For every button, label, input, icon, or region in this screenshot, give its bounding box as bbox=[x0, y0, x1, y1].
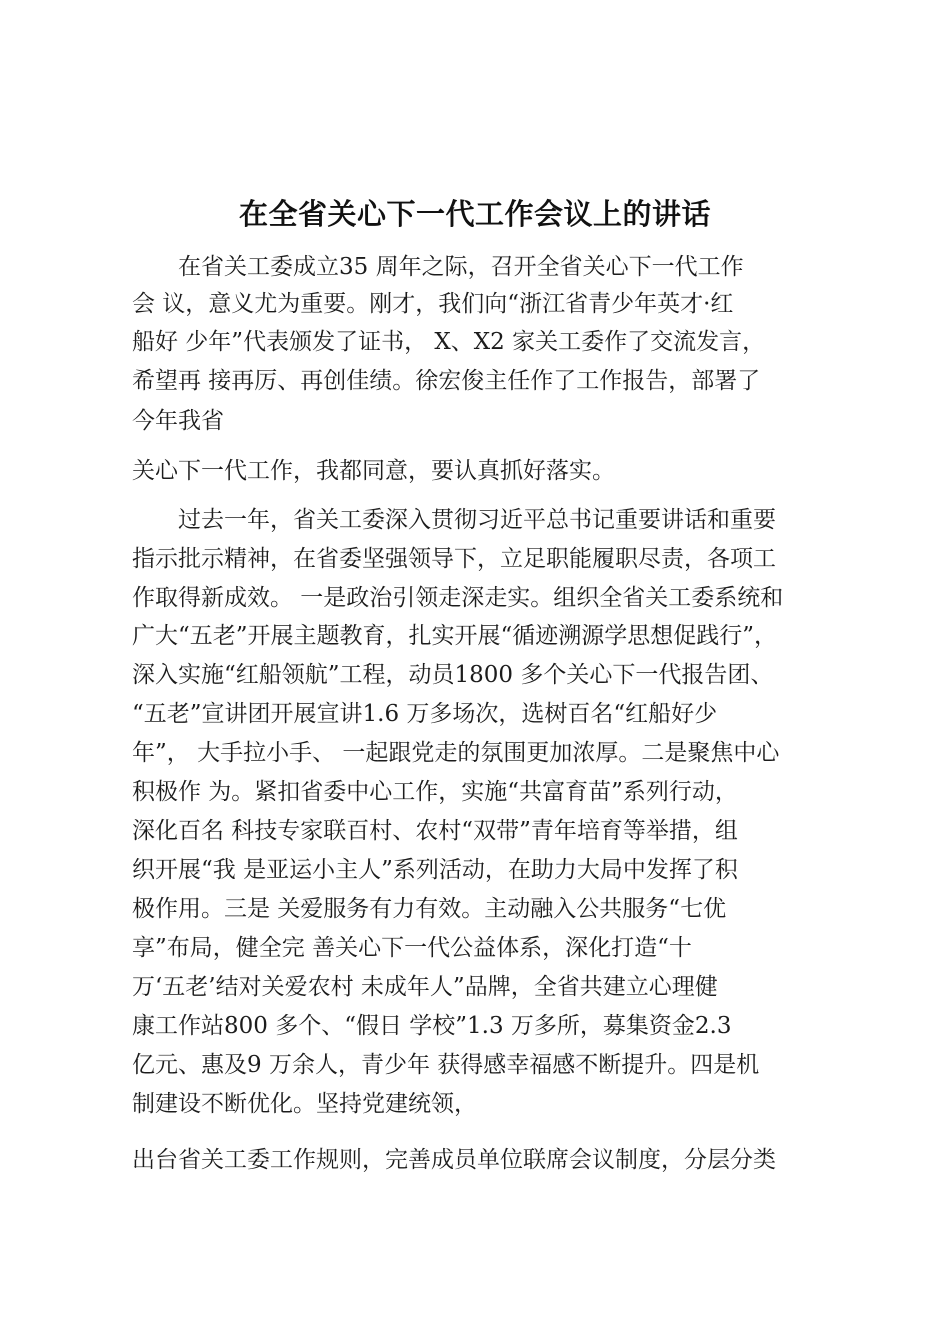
body-line-3: 船好 少年”代表颁发了证书， X、X2 家关工委作了交流发言， bbox=[132, 329, 766, 355]
body-line-4: 希望再 接再厉、再创佳绩。徐宏俊主任作了工作报告，部署了 bbox=[132, 368, 761, 394]
body-line-6: 关心下一代工作，我都同意，要认真抓好落实。 bbox=[132, 458, 615, 484]
body-line-21: 亿元、惠及9 万余人，青少年 获得感幸福感不断提升。四是机 bbox=[132, 1052, 760, 1078]
body-line-17: 极作用。三是 关爱服务有力有效。主动融入公共服务“七优 bbox=[132, 896, 727, 922]
body-line-16: 织开展“我 是亚运小主人”系列活动，在助力大局中发挥了积 bbox=[132, 857, 738, 883]
body-line-9: 作取得新成效。 一是政治引领走深走实。组织全省关工委系统和 bbox=[132, 585, 784, 611]
body-line-22: 制建设不断优化。坚持党建统领， bbox=[132, 1091, 477, 1117]
body-line-2: 会 议，意义尤为重要。刚才，我们向“浙江省青少年英才·红 bbox=[132, 291, 734, 317]
body-line-5: 今年我省 bbox=[132, 408, 224, 434]
body-line-18: 享”布局，健全完 善关心下一代公益体系，深化打造“十 bbox=[132, 935, 692, 961]
body-line-19: 万‘五老’结对关爱农村 未成年人”品牌，全省共建立心理健 bbox=[132, 974, 718, 1000]
body-line-23: 出台省关工委工作规则，完善成员单位联席会议制度，分层分类 bbox=[132, 1147, 776, 1173]
body-line-8: 指示批示精神，在省委坚强领导下，立足职能履职尽责，各项工 bbox=[132, 546, 776, 572]
body-line-12: “五老”宣讲团开展宣讲1.6 万多场次，选树百名“红船好少 bbox=[132, 701, 718, 727]
body-line-10: 广大“五老”开展主题教育，扎实开展“循迹溯源学思想促践行”， bbox=[132, 623, 778, 649]
body-line-14: 积极作 为。紧扣省委中心工作，实施“共富育苗”系列行动， bbox=[132, 779, 738, 805]
body-line-20: 康工作站800 多个、“假日 学校”1.3 万多所，募集资金2.3 bbox=[132, 1013, 732, 1039]
body-line-15: 深化百名 科技专家联百村、农村“双带”青年培育等举措，组 bbox=[132, 818, 738, 844]
body-line-1: 在省关工委成立35 周年之际，召开全省关心下一代工作 bbox=[132, 254, 744, 280]
body-line-7: 过去一年，省关工委深入贯彻习近平总书记重要讲话和重要 bbox=[132, 507, 776, 533]
document-title: 在全省关心下一代工作会议上的讲话 bbox=[238, 197, 711, 231]
body-line-11: 深入实施“红船领航”工程，动员1800 多个关心下一代报告团、 bbox=[132, 662, 774, 688]
body-line-13: 年”， 大手拉小手、 一起跟党走的氛围更加浓厚。二是聚焦中心 bbox=[132, 740, 780, 766]
